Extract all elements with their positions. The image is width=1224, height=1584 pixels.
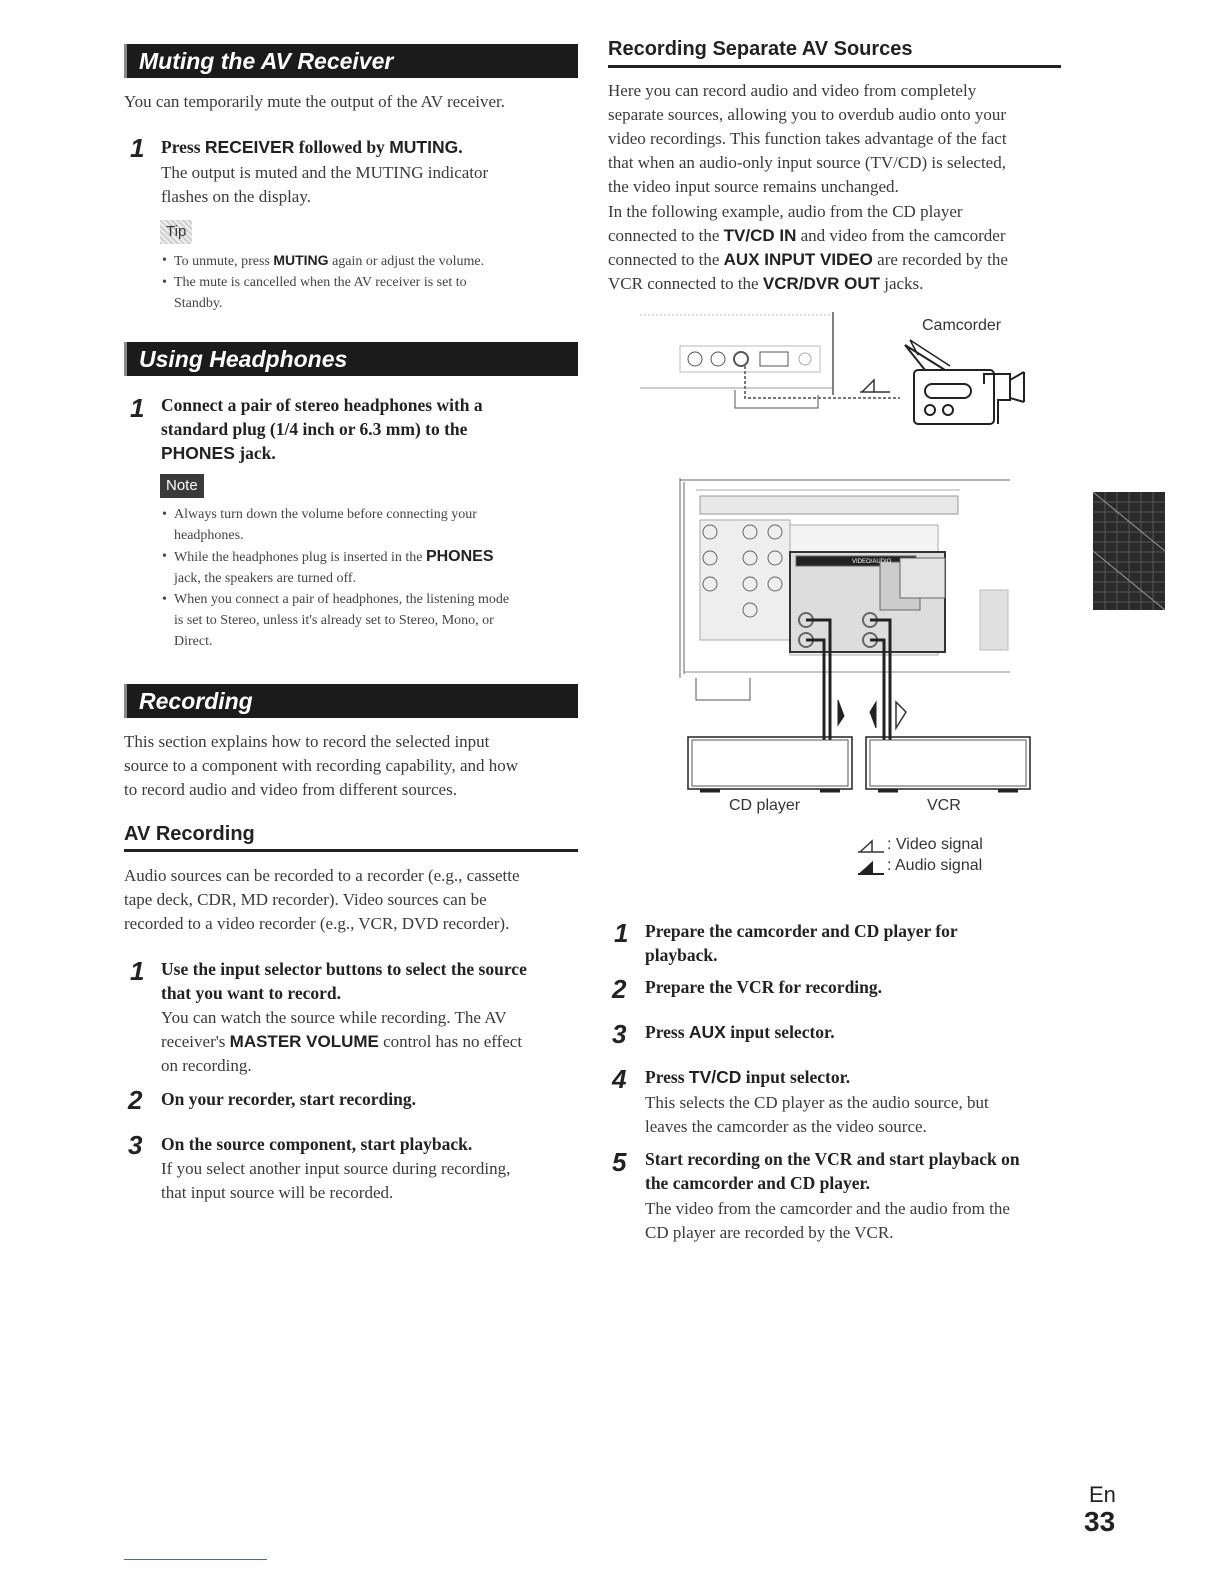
av-recording-heading: AV Recording <box>124 823 578 852</box>
sep-step1-number: 1 <box>614 918 629 948</box>
note-badge: Note <box>160 474 204 498</box>
sep-step5-title: Start recording on the VCR and start playback on the camcorder and CD player. <box>645 1149 1020 1193</box>
video-signal-icon <box>858 838 886 854</box>
av-step3-number: 3 <box>128 1130 143 1160</box>
video-cable <box>745 366 900 398</box>
sep-step3-title: Press AUX input selector. <box>645 1022 835 1042</box>
video-arrow-vcr <box>896 702 906 728</box>
cd-player-box <box>688 737 852 791</box>
video-signal-label: : Video signal <box>887 836 983 853</box>
av-step3-title: On the source component, start playback. <box>161 1134 473 1154</box>
note-list: • Always turn down the volume before connecting your headphones. • While the headphones plug is inserted in the PHONES jack, the speakers are turned off. • When you connect a pair of headphones, the listening mode is set to Stereo, unless it's already set to Stereo, Mono, or Direct. <box>160 504 580 652</box>
tip-list: • To unmute, press MUTING again or adjust the volume. • The mute is cancelled when the AV receiver is set to Standby. <box>160 250 580 314</box>
av-step3-body: If you select another input source during recording, that input source will be recorded. <box>161 1159 511 1202</box>
tip-badge: Tip <box>160 220 192 244</box>
audio-arrow-vcr <box>870 702 876 728</box>
separate-heading: Recording Separate AV Sources <box>608 38 1061 68</box>
chapter-tab <box>1093 492 1165 610</box>
sep-step2-title: Prepare the VCR for recording. <box>645 977 883 997</box>
receiver-rear-panel <box>680 478 1010 700</box>
separate-intro: Here you can record audio and video from completely separate sources, allowing you to overdub audio onto your video recordings. This function takes advantage of the fact that when an audio-only input source (TV/CD) is selected, the video input source remains unchanged. <box>608 81 1007 196</box>
sep-step4-body: This selects the CD player as the audio source, but leaves the camcorder as the video source. <box>645 1093 989 1136</box>
section-banner-muting: Muting the AV Receiver <box>124 44 578 78</box>
separate-example: In the following example, audio from the CD player connected to the TV/CD IN and video from the camcorder connected to the AUX INPUT VIDEO are recorded by the VCR connected to the VCR/DVR OUT jacks. <box>608 202 1008 293</box>
audio-signal-label: : Audio signal <box>887 857 983 874</box>
cd-player-label: CD player <box>729 797 801 814</box>
sep-step4-number: 4 <box>612 1064 627 1094</box>
av-step1-number: 1 <box>130 956 145 986</box>
section-banner-headphones: Using Headphones <box>124 342 578 376</box>
audio-signal-icon <box>858 860 886 876</box>
receiver-front-panel <box>640 312 833 408</box>
headphones-step-title: Connect a pair of stereo headphones with a standard plug (1/4 inch or 6.3 mm) to the PHONES jack. <box>161 395 483 463</box>
av-step1-title: Use the input selector buttons to select the source that you want to record. <box>161 959 527 1003</box>
page-number: 33 <box>1084 1506 1116 1537</box>
video-signal-arrow <box>860 380 890 392</box>
footer-rule <box>124 1559 267 1560</box>
muting-step-body: The output is muted and the MUTING indicator flashes on the display. <box>161 163 489 206</box>
sep-step5-body: The video from the camcorder and the audio from the CD player are recorded by the VCR. <box>645 1199 1010 1242</box>
vcr-label: VCR <box>927 797 961 814</box>
av-step1-body: You can watch the source while recording. The AV receiver's MASTER VOLUME control has no effect on recording. <box>161 1008 523 1075</box>
camcorder-icon <box>905 340 1024 424</box>
av-step2-number: 2 <box>128 1085 143 1115</box>
connection-diagram <box>600 300 1070 810</box>
av-step2-title: On your recorder, start recording. <box>161 1089 417 1109</box>
camcorder-label: Camcorder <box>922 317 1002 334</box>
sep-step2-number: 2 <box>612 974 627 1004</box>
av-recording-intro: Audio sources can be recorded to a recorder (e.g., cassette tape deck, CDR, MD recorder). Video sources can be recorded to a video recorder (e.g., VCR, DVD recorder). <box>124 866 520 933</box>
sep-step1-title: Prepare the camcorder and CD player for playback. <box>645 921 958 965</box>
muting-intro: You can temporarily mute the output of the AV receiver. <box>124 92 506 111</box>
muting-step-title: Press RECEIVER followed by MUTING. <box>161 137 463 157</box>
headphones-step-number: 1 <box>130 393 145 423</box>
muting-step-number: 1 <box>130 133 145 163</box>
sep-step3-number: 3 <box>612 1019 627 1049</box>
vcr-box <box>866 737 1030 791</box>
recording-intro: This section explains how to record the selected input source to a component with recording capability, and how to record audio and video from different sources. <box>124 732 519 799</box>
section-banner-recording: Recording <box>124 684 578 718</box>
audio-arrow-cd <box>838 700 844 725</box>
sep-step4-title: Press TV/CD input selector. <box>645 1067 851 1087</box>
video-audio-tag: VIDEO/AUDIO <box>852 559 892 565</box>
sep-step5-number: 5 <box>612 1147 627 1177</box>
footer-language: En <box>1089 1482 1116 1507</box>
